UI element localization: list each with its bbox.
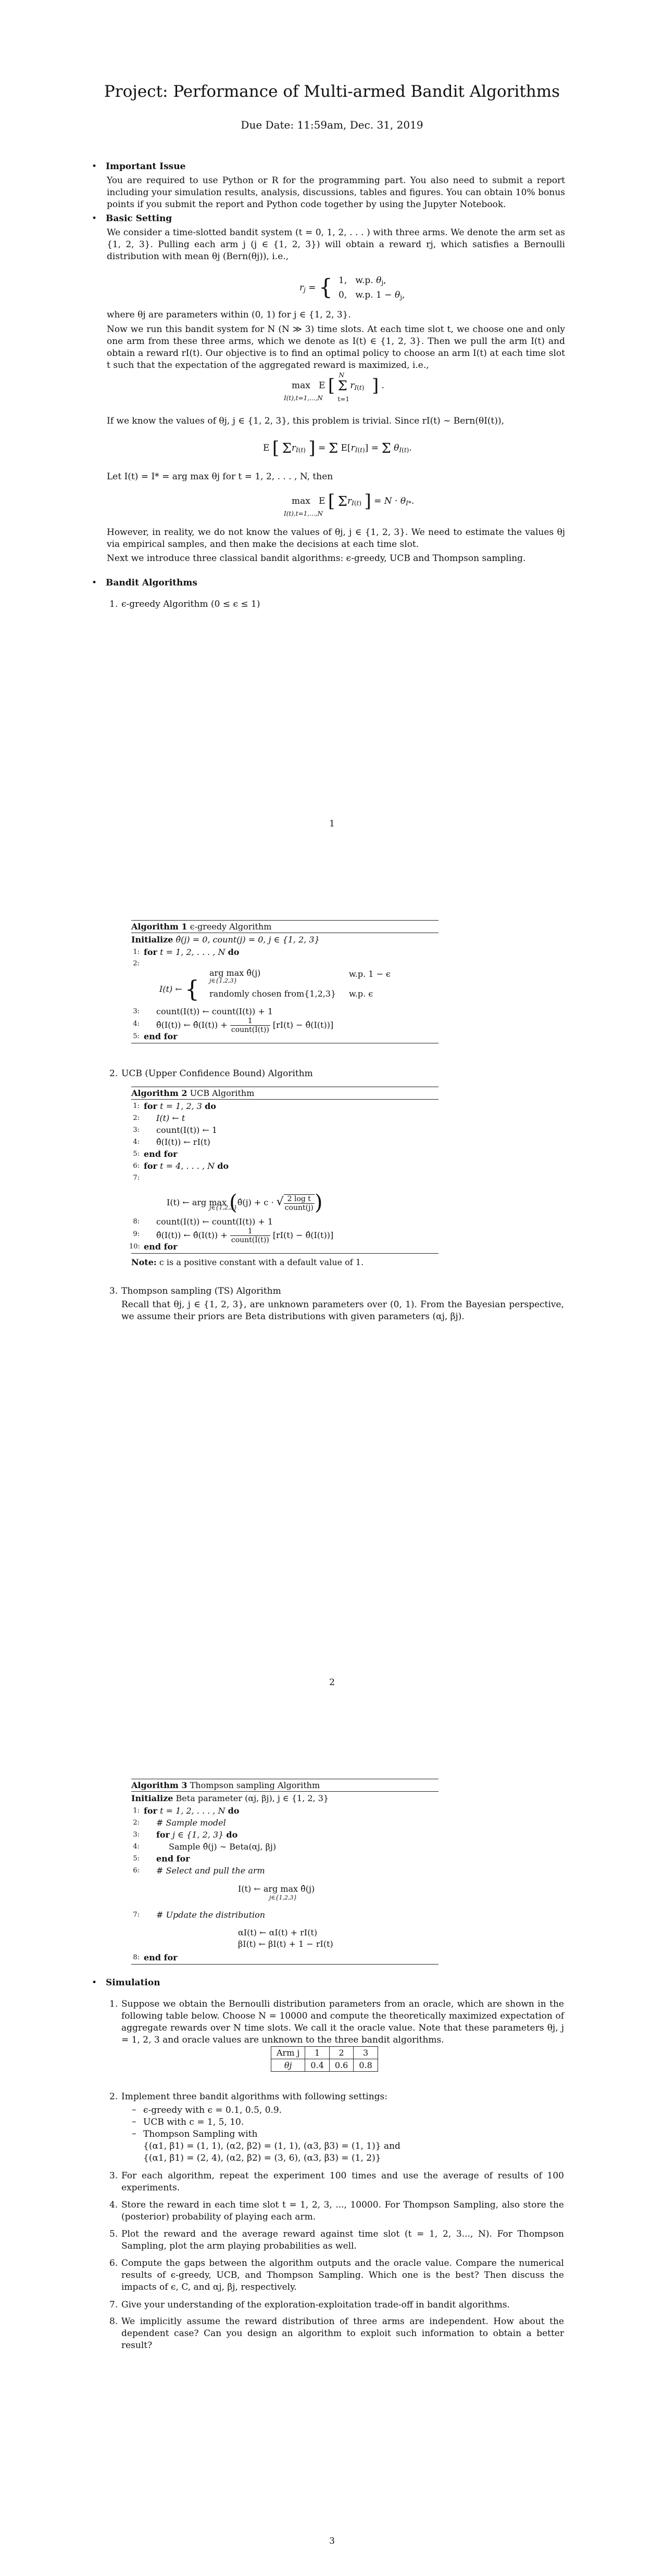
equation-objective: max E [ N Σ $r_{I(t)}$ t=1 ] . xyxy=(292,372,385,403)
algorithm-1-branch-2: randomly chosen from{1,2,3} xyxy=(209,989,336,999)
table-cell: θj xyxy=(271,2059,305,2072)
bullet-icon: • xyxy=(92,578,97,588)
line-number: 4: xyxy=(133,1020,140,1028)
bandit-item-2: UCB (Upper Confidence Bound) Algorithm xyxy=(121,1068,313,1079)
enum-number: 1. xyxy=(109,599,118,609)
enum-number: 2. xyxy=(109,2092,118,2102)
algorithm-3-comment-2: # Select and pull the arm xyxy=(156,1866,265,1876)
algorithm-1-branch-2-prob: w.p. ϵ xyxy=(349,989,373,999)
algorithm-2-line-7: I(t) ← arg max (θ̂(j) + c · √ $\frac{\text{2 log t}}{\text{count(j)}}$ ) xyxy=(167,1191,323,1215)
table-row xyxy=(271,2047,378,2059)
algorithm-3-end-for: end for xyxy=(144,1953,178,1962)
algorithm-1 xyxy=(131,920,439,1040)
algorithm-1-branch-1-sub: j∈{1,2,3} xyxy=(209,977,237,984)
algorithm-2 xyxy=(129,1087,439,1267)
line-number: 3: xyxy=(133,1831,140,1839)
simulation-item-2b: UCB with c = 1, 5, 10. xyxy=(143,2117,244,2127)
simulation-item-6: Compute the gaps between the algorithm outputs and the oracle value. Compare the numerical results of ϵ-greedy, UCB, and Thompson Sampling. Which one is the best? Then discuss the impacts of ϵ, C, and αj, βj, respectively. xyxy=(121,2258,564,2292)
simulation-item-2c: Thompson Sampling with xyxy=(143,2129,258,2139)
algorithm-3-line-4: Sample θ̂(j) ∼ Beta(αj, βj) xyxy=(169,1842,277,1852)
table-header-cell: 2 xyxy=(329,2047,353,2059)
line-number: 5: xyxy=(133,1032,140,1040)
algorithm-1-for: for t = 1, 2, . . . , N do xyxy=(144,947,240,957)
algorithm-3-update-beta: βI(t) ← βI(t) + 1 − rI(t) xyxy=(238,1939,333,1949)
algorithm-1-end-for: end for xyxy=(144,1031,178,1041)
line-number: 3: xyxy=(133,1008,140,1015)
algorithm-2-note: Note: c is a positive constant with a default value of 1. xyxy=(131,1257,364,1267)
document-title: Project: Performance of Multi-armed Bandit Algorithms xyxy=(104,82,560,101)
algorithm-1-assign: I(t) ← { xyxy=(159,976,199,1003)
simulation-item-4: Store the reward in each time slot t = 1, 2, 3, ..., 10000. For Thompson Sampling, also store the (posterior) probability of playing each arm. xyxy=(121,2200,564,2222)
page-number: 3 xyxy=(329,2536,335,2546)
line-number: 5: xyxy=(133,1855,140,1863)
line-number: 7: xyxy=(133,1911,140,1919)
line-number: 1: xyxy=(133,1807,140,1815)
equation-expectation: E [ $\Sigma r_{I(t)}$ ] = Σ $E[r_{I(t)}] = \Sigma$ $\theta_{I(t)}$. xyxy=(263,438,412,458)
basic-paragraph-2: where θj are parameters within (0, 1) for j ∈ {1, 2, 3}. xyxy=(107,310,351,320)
equation-reward: $r_j$ = { xyxy=(299,274,333,300)
rule xyxy=(131,1964,439,1965)
line-number: 2: xyxy=(133,1819,140,1827)
enum-number: 8. xyxy=(109,2316,118,2327)
enum-number: 3. xyxy=(109,2171,118,2181)
algorithm-2-caption: Algorithm 2 UCB Algorithm xyxy=(131,1088,255,1098)
algorithm-2-line-2: I(t) ← t xyxy=(156,1113,185,1123)
bullet-icon: • xyxy=(92,161,97,172)
line-number: 8: xyxy=(133,1954,140,1961)
algorithm-3-end-for-inner: end for xyxy=(156,1854,190,1864)
rule xyxy=(131,1099,439,1100)
enum-number: 7. xyxy=(109,2300,118,2310)
enum-number: 4. xyxy=(109,2200,118,2210)
page-number: 2 xyxy=(329,1677,335,1688)
line-number: 4: xyxy=(133,1138,140,1146)
algorithm-1-caption: Algorithm 1 ϵ-greedy Algorithm xyxy=(131,922,272,932)
line-number: 2: xyxy=(133,1114,140,1122)
dash-bullet: – xyxy=(132,2128,136,2139)
enum-number: 5. xyxy=(109,2229,118,2239)
algorithm-3-caption: Algorithm 3 Thompson sampling Algorithm xyxy=(131,1780,320,1790)
algorithm-1-branch-1-prob: w.p. 1 − ϵ xyxy=(349,969,391,979)
page-1 xyxy=(0,0,664,859)
line-number: 10: xyxy=(129,1243,140,1251)
algorithm-2-line-4: θ̂(I(t)) ← rI(t) xyxy=(156,1137,210,1147)
line-number: 1: xyxy=(133,1102,140,1110)
algorithm-2-line-3: count(I(t)) ← 1 xyxy=(156,1125,218,1135)
enum-number: 2. xyxy=(109,1068,118,1079)
basic-paragraph-4: If we know the values of θj, j ∈ {1, 2, 3}, this problem is trivial. Since rI(t) ∼ Bern(θI(t)), xyxy=(107,416,505,426)
table-cell: 0.4 xyxy=(305,2059,329,2072)
bandit-item-3-text: Recall that θj, j ∈ {1, 2, 3}, are unknown parameters over (0, 1). From the Bayesian perspective, we assume their priors are Beta distributions with given parameters (αj, βj). xyxy=(121,1299,564,1322)
algorithm-2-line-9: θ̂(I(t)) ← θ̂(I(t)) + $\frac{1}{\text{count(I(t))}}$ [rI(t) − θ̂(I(t))] xyxy=(156,1227,334,1244)
important-text: You are required to use Python or R for the programming part. You also need to submit a report including your simulation results, analysis, discussions, tables and figures. You can obtain 10% bonus points if you submit the report and Python code together by using the Jupyter Notebook. xyxy=(107,175,565,210)
equation-objective-subscript: I(t),t=1,...,N xyxy=(284,394,323,402)
simulation-item-1: Suppose we obtain the Bernoulli distribution parameters from an oracle, which are shown in the following table below. Choose N = 10000 and compute the theoretically maximized expectation of aggregate rewards over N time slots. We call it the oracle value. Note that these parameters θj, j = 1, 2, 3 and oracle values are unknown to the three bandit algorithms. xyxy=(121,1999,564,2045)
line-number: 4: xyxy=(133,1843,140,1851)
simulation-item-2: Implement three bandit algorithms with following settings: xyxy=(121,2092,388,2102)
algorithm-2-line-8: count(I(t)) ← count(I(t)) + 1 xyxy=(156,1217,273,1227)
simulation-item-2c1: {(α1, β1) = (1, 1), (α2, β2) = (1, 1), (α3, β3) = (1, 1)} and xyxy=(143,2141,400,2151)
algorithm-3-update-alpha: αI(t) ← αI(t) + rI(t) xyxy=(238,1928,318,1937)
algorithm-1-branch-1: arg max θ̂(j) xyxy=(209,968,261,978)
algorithm-1-line-4: θ̂(I(t)) ← θ̂(I(t)) + $\frac{1}{\text{count(I(t))}}$ [rI(t) − θ̂(I(t))] xyxy=(156,1017,334,1034)
page-number: 1 xyxy=(329,819,335,829)
simulation-item-7: Give your understanding of the exploration-exploitation trade-off in bandit algorithms. xyxy=(121,2300,510,2310)
enum-number: 3. xyxy=(109,1286,118,1296)
table-header-cell: 3 xyxy=(354,2047,378,2059)
table-cell: 0.8 xyxy=(354,2059,378,2072)
algorithm-3-for-2: for j ∈ {1, 2, 3} do xyxy=(156,1830,238,1840)
table-header-cell: Arm j xyxy=(271,2047,305,2059)
algorithm-2-line-7-sub: j∈{1,2,3} xyxy=(209,1204,237,1211)
rule xyxy=(131,1791,439,1792)
bandit-item-3: Thompson sampling (TS) Algorithm xyxy=(121,1286,281,1296)
line-number: 9: xyxy=(133,1230,140,1238)
line-number: 1: xyxy=(133,948,140,956)
rule xyxy=(131,1253,439,1254)
algorithm-3-init: Initialize Beta parameter (αj, βj), j ∈ {1, 2, 3} xyxy=(131,1793,329,1803)
section-heading-bandit: Bandit Algorithms xyxy=(106,578,197,588)
basic-paragraph-6: However, in reality, we do not know the values of θj, j ∈ {1, 2, 3}. We need to estimate the values θj via empirical samples, and then make the decisions at each time slot. xyxy=(107,527,565,550)
equation-optimal: max E [ $\Sigma r_{I(t)}$ ] = $N \cdot \theta_{I*}$. xyxy=(292,491,415,512)
line-number: 8: xyxy=(133,1218,140,1226)
basic-paragraph-1: We consider a time-slotted bandit system (t = 0, 1, 2, . . . ) with three arms. We denote the arm set as {1, 2, 3}. Pulling each arm j (j ∈ {1, 2, 3}) will obtain a reward rj, which satisfies a Bernoulli distribution with mean θj (Bern(θj)), i.e., xyxy=(107,227,565,262)
bullet-icon: • xyxy=(92,1978,97,1988)
bullet-icon: • xyxy=(92,213,97,224)
theta-table xyxy=(271,2046,378,2072)
simulation-item-2a: ϵ-greedy with ϵ = 0.1, 0.5, 0.9. xyxy=(143,2105,282,2115)
algorithm-3-select: I(t) ← arg max θ̂(j) xyxy=(238,1884,315,1894)
basic-paragraph-7: Next we introduce three classical bandit algorithms: ϵ-greedy, UCB and Thompson sampling. xyxy=(107,553,526,564)
algorithm-2-for-1: for t = 1, 2, 3 do xyxy=(144,1101,216,1111)
section-heading-basic: Basic Setting xyxy=(106,213,172,224)
table-cell: 0.6 xyxy=(329,2059,353,2072)
basic-paragraph-3: Now we run this bandit system for N (N ≫ 3) time slots. At each time slot t, we choose one and only one arm from these three arms, which we denote as I(t) ∈ {1, 2, 3}. Then we pull the arm I(t) and obtain a reward rI(t). Our objective is to find an optimal policy to choose an arm I(t) at each time slot t such that the expectation of the aggregated reward is maximized, i.e., xyxy=(107,324,565,371)
enum-number: 1. xyxy=(109,1999,118,2009)
line-number: 7: xyxy=(133,1174,140,1182)
basic-paragraph-5: Let I(t) = I* = arg max θj for t = 1, 2, . . . , N, then xyxy=(107,471,333,482)
page-2 xyxy=(0,859,664,1717)
algorithm-1-init: Initialize θ̂(j) = 0, count(j) = 0, j ∈ {1, 2, 3} xyxy=(131,935,320,945)
simulation-item-2c2: {(α1, β1) = (2, 4), (α2, β2) = (3, 6), (α3, β3) = (1, 2)} xyxy=(143,2153,381,2163)
section-heading-simulation: Simulation xyxy=(106,1978,160,1988)
enum-number: 6. xyxy=(109,2258,118,2268)
line-number: 6: xyxy=(133,1162,140,1170)
simulation-item-5: Plot the reward and the average reward against time slot (t = 1, 2, 3..., N). For Thompson Sampling, plot the arm playing probabilities as well. xyxy=(121,2229,564,2251)
rule xyxy=(131,920,439,921)
table-row xyxy=(271,2059,378,2072)
line-number: 3: xyxy=(133,1126,140,1134)
line-number: 2: xyxy=(133,960,140,967)
bandit-item-1: ϵ-greedy Algorithm (0 ≤ ϵ ≤ 1) xyxy=(121,599,260,609)
table-header-cell: 1 xyxy=(305,2047,329,2059)
page-3 xyxy=(0,1717,664,2576)
algorithm-2-end-for-2: end for xyxy=(144,1242,178,1252)
algorithm-2-for-2: for t = 4, . . . , N do xyxy=(144,1161,229,1171)
dash-bullet: – xyxy=(132,2105,136,2115)
simulation-item-3: For each algorithm, repeat the experiment 100 times and use the average of results of 100 experiments. xyxy=(121,2171,564,2193)
line-number: 5: xyxy=(133,1150,140,1158)
section-heading-important: Important Issue xyxy=(106,161,186,172)
equation-reward-case-1: 1, w.p. $\theta_j$, xyxy=(339,275,386,286)
due-date: Due Date: 11:59am, Dec. 31, 2019 xyxy=(241,119,423,131)
algorithm-3-comment-3: # Update the distribution xyxy=(156,1910,266,1920)
equation-reward-case-2: 0, w.p. $1 - \theta_j$, xyxy=(339,290,405,301)
equation-optimal-subscript: I(t),t=1,...,N xyxy=(284,510,323,517)
algorithm-3-comment-1: # Sample model xyxy=(156,1818,226,1828)
simulation-item-8: We implicitly assume the reward distribution of three arms are independent. How about the dependent case? Can you design an algorithm to exploit such information to obtain a better result? xyxy=(121,2316,564,2351)
line-number: 6: xyxy=(133,1867,140,1874)
algorithm-1-line-3: count(I(t)) ← count(I(t)) + 1 xyxy=(156,1006,273,1016)
algorithm-3-for-1: for t = 1, 2, . . . , N do xyxy=(144,1806,240,1816)
algorithm-3-select-sub: j∈{1,2,3} xyxy=(269,1894,297,1901)
algorithm-2-end-for-1: end for xyxy=(144,1149,178,1159)
dash-bullet: – xyxy=(132,2116,136,2127)
algorithm-3 xyxy=(131,1779,439,1962)
